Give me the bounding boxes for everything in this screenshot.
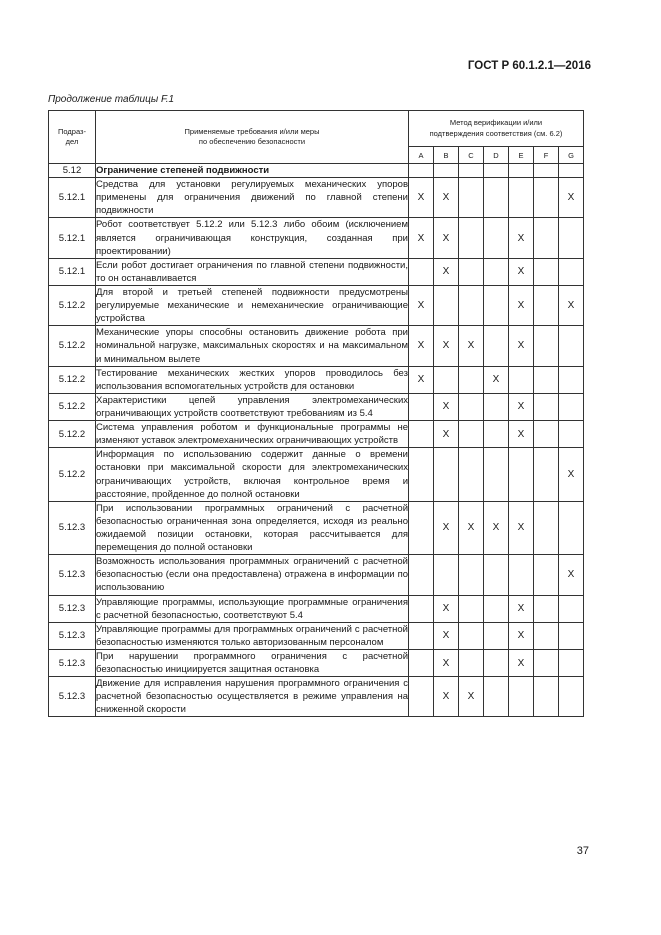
method-mark-c <box>459 649 484 676</box>
method-mark-e <box>509 677 534 717</box>
method-mark-g <box>559 595 584 622</box>
method-mark-d <box>484 258 509 285</box>
row-section: 5.12.3 <box>49 677 96 717</box>
method-mark-a <box>409 421 434 448</box>
method-mark-d <box>484 164 509 178</box>
table-row <box>49 326 584 366</box>
method-mark-g <box>559 649 584 676</box>
verification-table <box>48 110 584 717</box>
method-mark-b: X <box>434 677 459 717</box>
row-section: 5.12.3 <box>49 649 96 676</box>
table-row <box>49 366 584 393</box>
method-mark-b: X <box>434 178 459 218</box>
method-mark-b: X <box>434 258 459 285</box>
method-mark-g <box>559 258 584 285</box>
method-mark-b <box>434 285 459 325</box>
method-mark-c: X <box>459 501 484 554</box>
method-letter-f: F <box>534 147 559 164</box>
method-mark-a: X <box>409 326 434 366</box>
method-mark-a <box>409 164 434 178</box>
table-row <box>49 258 584 285</box>
row-requirement: Система управления роботом и функциональные программы не изменяют уставок электромеханических ограничивающих устройств <box>96 422 408 447</box>
method-mark-g <box>559 393 584 420</box>
method-mark-f <box>534 555 559 595</box>
method-mark-f <box>534 501 559 554</box>
row-section: 5.12.1 <box>49 258 96 285</box>
method-mark-a <box>409 555 434 595</box>
page-number: 37 <box>576 845 589 857</box>
method-mark-a <box>409 448 434 501</box>
method-mark-f <box>534 164 559 178</box>
row-requirement: Информация по использованию содержит данные о времени остановки при максимальной скорости для электромеханических ограничивающих устройств, включая контрольное время и расстояние, пройденное до полной остановки <box>96 449 408 500</box>
method-mark-b <box>434 448 459 501</box>
table-row <box>49 622 584 649</box>
row-requirement: Управляющие программы, использующие программные ограничения с расчетной безопасностью, соответствуют 5.4 <box>96 596 408 621</box>
method-mark-b: X <box>434 218 459 258</box>
method-mark-b: X <box>434 595 459 622</box>
method-mark-c <box>459 178 484 218</box>
table-row <box>49 393 584 420</box>
method-mark-c <box>459 366 484 393</box>
method-mark-f <box>534 218 559 258</box>
method-mark-f <box>534 448 559 501</box>
method-mark-a <box>409 258 434 285</box>
method-mark-c: X <box>459 326 484 366</box>
row-requirement: Возможность использования программных ограничений с расчетной безопасностью (если она предоставлена) отражена в информации по использованию <box>96 556 408 594</box>
method-mark-b: X <box>434 649 459 676</box>
row-section: 5.12.3 <box>49 555 96 595</box>
method-mark-d <box>484 218 509 258</box>
row-requirement: Если робот достигает ограничения по главной степени подвижности, то он останавливается <box>96 259 408 284</box>
table-row <box>49 501 584 554</box>
method-mark-a: X <box>409 178 434 218</box>
method-mark-e: X <box>509 595 534 622</box>
row-section: 5.12.2 <box>49 285 96 325</box>
method-mark-f <box>534 258 559 285</box>
method-mark-g <box>559 677 584 717</box>
table-row <box>49 677 584 717</box>
method-mark-b <box>434 366 459 393</box>
method-mark-d <box>484 448 509 501</box>
method-mark-f <box>534 393 559 420</box>
table-continuation-caption: Продолжение таблицы F.1 <box>48 94 175 105</box>
method-mark-b: X <box>434 326 459 366</box>
method-mark-g <box>559 622 584 649</box>
method-mark-c <box>459 595 484 622</box>
method-mark-a: X <box>409 218 434 258</box>
method-letter-a: A <box>409 147 434 164</box>
method-mark-g <box>559 421 584 448</box>
table-row <box>49 421 584 448</box>
method-mark-f <box>534 421 559 448</box>
method-mark-f <box>534 595 559 622</box>
method-letter-c: C <box>459 147 484 164</box>
method-mark-e <box>509 448 534 501</box>
method-mark-c <box>459 393 484 420</box>
row-section: 5.12.1 <box>49 218 96 258</box>
method-mark-e: X <box>509 501 534 554</box>
standard-number: ГОСТ Р 60.1.2.1—2016 <box>467 60 591 72</box>
method-mark-d <box>484 595 509 622</box>
row-section: 5.12.3 <box>49 501 96 554</box>
header-requirement: Применяемые требования и/или меры по обеспечению безопасности <box>96 111 409 164</box>
method-mark-c <box>459 622 484 649</box>
method-mark-d: X <box>484 501 509 554</box>
method-letter-g: G <box>559 147 584 164</box>
table-row <box>49 285 584 325</box>
method-mark-f <box>534 366 559 393</box>
method-mark-b: X <box>434 622 459 649</box>
row-requirement: Для второй и третьей степеней подвижности предусмотрены регулируемые механические и немеханические ограничивающие устройства <box>96 286 408 325</box>
header-section: Подраз- дел <box>49 111 96 164</box>
row-requirement: Характеристики цепей управления электромеханических ограничивающих устройств соответствуют требованиям из 5.4 <box>96 394 408 419</box>
method-mark-g <box>559 218 584 258</box>
method-mark-d <box>484 178 509 218</box>
method-mark-a: X <box>409 285 434 325</box>
method-mark-c <box>459 218 484 258</box>
method-mark-d <box>484 285 509 325</box>
method-mark-e: X <box>509 649 534 676</box>
method-mark-d <box>484 555 509 595</box>
method-mark-b: X <box>434 501 459 554</box>
method-mark-e: X <box>509 218 534 258</box>
method-mark-a <box>409 501 434 554</box>
method-mark-d <box>484 393 509 420</box>
method-mark-b <box>434 164 459 178</box>
row-section: 5.12.3 <box>49 622 96 649</box>
method-mark-g: X <box>559 285 584 325</box>
method-mark-g: X <box>559 555 584 595</box>
row-section: 5.12.2 <box>49 366 96 393</box>
method-mark-g: X <box>559 178 584 218</box>
method-mark-f <box>534 622 559 649</box>
method-mark-g <box>559 501 584 554</box>
row-section: 5.12.2 <box>49 448 96 501</box>
method-mark-f <box>534 326 559 366</box>
row-section: 5.12 <box>49 164 96 178</box>
method-mark-b: X <box>434 393 459 420</box>
method-mark-e <box>509 164 534 178</box>
method-mark-d <box>484 622 509 649</box>
method-mark-c <box>459 164 484 178</box>
method-mark-c: X <box>459 677 484 717</box>
method-mark-a <box>409 595 434 622</box>
method-mark-f <box>534 677 559 717</box>
method-mark-d <box>484 421 509 448</box>
method-mark-e: X <box>509 285 534 325</box>
method-mark-c <box>459 258 484 285</box>
method-mark-d <box>484 649 509 676</box>
method-mark-c <box>459 448 484 501</box>
method-mark-f <box>534 285 559 325</box>
method-mark-d: X <box>484 366 509 393</box>
method-mark-e: X <box>509 393 534 420</box>
row-requirement: Управляющие программы для программных ограничений с расчетной безопасностью изменяются только авторизованным персоналом <box>96 623 408 648</box>
table-row <box>49 178 584 218</box>
table-row <box>49 448 584 501</box>
row-requirement: Механические упоры способны остановить движение робота при номинальной нагрузке, максимальных скоростях и на максимальном и минимальном вылете <box>96 327 408 365</box>
row-section: 5.12.2 <box>49 326 96 366</box>
row-requirement: Движение для исправления нарушения программного ограничения с расчетной безопасностью осуществляется в режиме управления на сниженной скорости <box>96 678 408 716</box>
row-section: 5.12.3 <box>49 595 96 622</box>
method-mark-g: X <box>559 448 584 501</box>
method-mark-a <box>409 622 434 649</box>
method-mark-e <box>509 366 534 393</box>
method-mark-d <box>484 326 509 366</box>
row-requirement: Робот соответствует 5.12.2 или 5.12.3 либо обоим (исключением является ограничивающая конструкция, созданная при проектировании) <box>96 219 408 257</box>
method-mark-a <box>409 393 434 420</box>
method-mark-a: X <box>409 366 434 393</box>
table-row <box>49 595 584 622</box>
method-mark-c <box>459 421 484 448</box>
table-row <box>49 218 584 258</box>
method-mark-c <box>459 285 484 325</box>
method-mark-d <box>484 677 509 717</box>
method-mark-e <box>509 178 534 218</box>
method-mark-e: X <box>509 258 534 285</box>
row-requirement: Ограничение степеней подвижности <box>96 164 409 178</box>
row-section: 5.12.2 <box>49 393 96 420</box>
row-section: 5.12.1 <box>49 178 96 218</box>
method-mark-f <box>534 178 559 218</box>
row-requirement: Средства для установки регулируемых механических упоров применены для ограничения движений по главной степени подвижности <box>96 179 408 217</box>
method-letter-e: E <box>509 147 534 164</box>
row-requirement: При использовании программных ограничений с расчетной безопасностью ограниченная зона определяется, исходя из реально ожидаемой позиции остановки, которая рассчитывается для перемещения до полной остановки <box>96 502 408 554</box>
method-mark-b: X <box>434 421 459 448</box>
method-mark-e: X <box>509 326 534 366</box>
row-section: 5.12.2 <box>49 421 96 448</box>
method-letter-d: D <box>484 147 509 164</box>
table-row <box>49 164 584 178</box>
method-mark-e: X <box>509 421 534 448</box>
method-mark-b <box>434 555 459 595</box>
method-mark-g <box>559 326 584 366</box>
method-mark-g <box>559 164 584 178</box>
row-requirement: При нарушении программного ограничения с расчетной безопасностью инициируется защитная остановка <box>96 650 408 676</box>
method-mark-f <box>534 649 559 676</box>
method-mark-a <box>409 677 434 717</box>
method-mark-c <box>459 555 484 595</box>
method-mark-e <box>509 555 534 595</box>
method-mark-g <box>559 366 584 393</box>
table-row <box>49 555 584 595</box>
header-method: Метод верификации и/или подтверждения соответствия (см. 6.2) <box>409 111 584 147</box>
table-row <box>49 649 584 676</box>
method-mark-a <box>409 649 434 676</box>
method-mark-e: X <box>509 622 534 649</box>
method-letter-b: B <box>434 147 459 164</box>
row-requirement: Тестирование механических жестких упоров проводилось без использования вспомогательных устройств для остановки <box>96 367 408 392</box>
